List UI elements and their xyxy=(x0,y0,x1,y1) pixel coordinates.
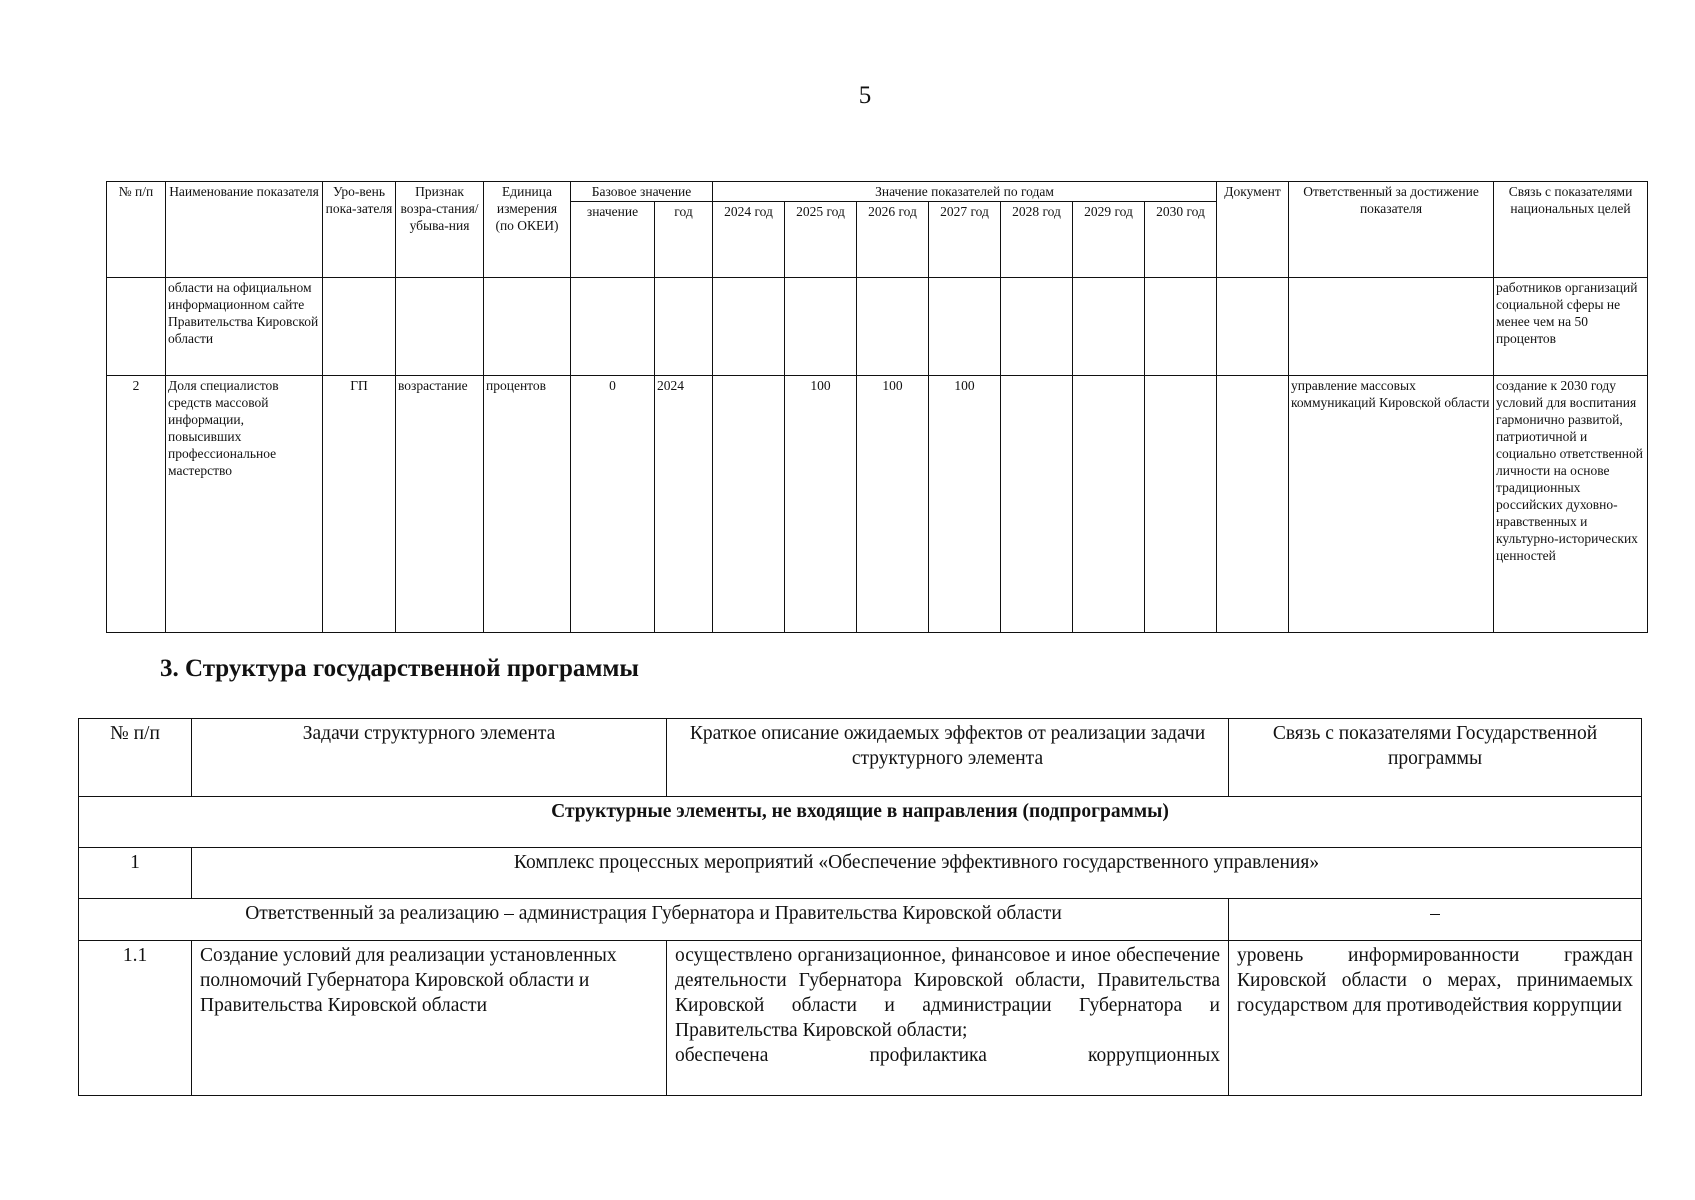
cell-2027: 100 xyxy=(929,376,1001,633)
header-year-2026: 2026 год xyxy=(857,202,929,278)
header-base-year: год xyxy=(655,202,713,278)
header-years-group: Значение показателей по годам xyxy=(713,182,1217,202)
page-number: 5 xyxy=(858,82,872,109)
cell-num: 2 xyxy=(107,376,166,633)
cell-name: Доля специалистов средств массовой информации, повысивших профессиональное мастерство xyxy=(166,376,323,633)
header-year-2027: 2027 год xyxy=(929,202,1001,278)
indicators-table xyxy=(106,181,1648,633)
cell-unit: процентов xyxy=(484,376,571,633)
header-base-group: Базовое значение xyxy=(571,182,713,202)
header-unit: Единица измерения (по ОКЕИ) xyxy=(484,182,571,278)
table-row xyxy=(107,278,1648,376)
header-year-2028: 2028 год xyxy=(1001,202,1073,278)
header-level: Уро-вень пока-зателя xyxy=(323,182,396,278)
cell-2030 xyxy=(1145,376,1217,633)
header-num: № п/п xyxy=(107,182,166,278)
table-row xyxy=(79,899,1642,941)
header-link: Связь с показателями национальных целей xyxy=(1494,182,1648,278)
row-effect-paragraph: обеспечена профилактика коррупционных xyxy=(675,1045,1220,1066)
row-task: Создание условий для реализации установленных полномочий Губернатора Кировской области и Правительства Кировской области xyxy=(192,941,667,1096)
cell-num xyxy=(107,278,166,376)
cell-base-value: 0 xyxy=(571,376,655,633)
structure-table xyxy=(78,718,1642,1096)
header-effects: Краткое описание ожидаемых эффектов от реализации задачи структурного элемента xyxy=(667,719,1229,797)
cell-link: создание к 2030 году условий для воспитания гармонично развитой, патриотичной и социально ответственной личности на основе традиционных российских духовно-нравственных и культурно-исторических ценностей xyxy=(1494,376,1648,633)
header-year-2024: 2024 год xyxy=(713,202,785,278)
responsible-link: – xyxy=(1229,899,1642,941)
cell-2029 xyxy=(1073,376,1145,633)
table-row xyxy=(79,848,1642,899)
table-row xyxy=(107,376,1648,633)
table-row xyxy=(79,797,1642,848)
complex-num: 1 xyxy=(79,848,192,899)
cell-responsible: управление массовых коммуникаций Кировской области xyxy=(1289,376,1494,633)
cell-level: ГП xyxy=(323,376,396,633)
cell-2028 xyxy=(1001,376,1073,633)
header-base-value: значение xyxy=(571,202,655,278)
row-num: 1.1 xyxy=(79,941,192,1096)
table-row xyxy=(79,941,1642,1096)
header-name: Наименование показателя xyxy=(166,182,323,278)
header-year-2025: 2025 год xyxy=(785,202,857,278)
header-document: Документ xyxy=(1217,182,1289,278)
header-tasks: Задачи структурного элемента xyxy=(192,719,667,797)
row-effect xyxy=(667,941,1229,1096)
cell-2025: 100 xyxy=(785,376,857,633)
header-year-2030: 2030 год xyxy=(1145,202,1217,278)
header-link: Связь с показателями Государственной программы xyxy=(1229,719,1642,797)
responsible-text: Ответственный за реализацию – администрация Губернатора и Правительства Кировской области xyxy=(79,899,1229,941)
cell-2024 xyxy=(713,376,785,633)
subheading: Структурные элементы, не входящие в направления (подпрограммы) xyxy=(79,797,1642,848)
header-trend: Признак возра-стания/ убыва-ния xyxy=(396,182,484,278)
row-effect-paragraph: осуществлено организационное, финансовое и иное обеспечение деятельности Губернатора Кировской области, Правительства Кировской области и администрации Губернатора и Правительства Кировской области; xyxy=(675,945,1220,1041)
cell-link: работников организаций социальной сферы не менее чем на 50 процентов xyxy=(1494,278,1648,376)
cell-document xyxy=(1217,376,1289,633)
section-heading: 3. Структура государственной программы xyxy=(160,655,639,682)
cell-name: области на официальном информационном сайте Правительства Кировской области xyxy=(166,278,323,376)
cell-base-year: 2024 xyxy=(655,376,713,633)
header-responsible: Ответственный за достижение показателя xyxy=(1289,182,1494,278)
cell-2026: 100 xyxy=(857,376,929,633)
complex-title: Комплекс процессных мероприятий «Обеспечение эффективного государственного управления» xyxy=(192,848,1642,899)
header-year-2029: 2029 год xyxy=(1073,202,1145,278)
row-link: уровень информированности граждан Кировской области о мерах, принимаемых государством для противодействия коррупции xyxy=(1229,941,1642,1096)
header-num: № п/п xyxy=(79,719,192,797)
cell-trend: возрастание xyxy=(396,376,484,633)
